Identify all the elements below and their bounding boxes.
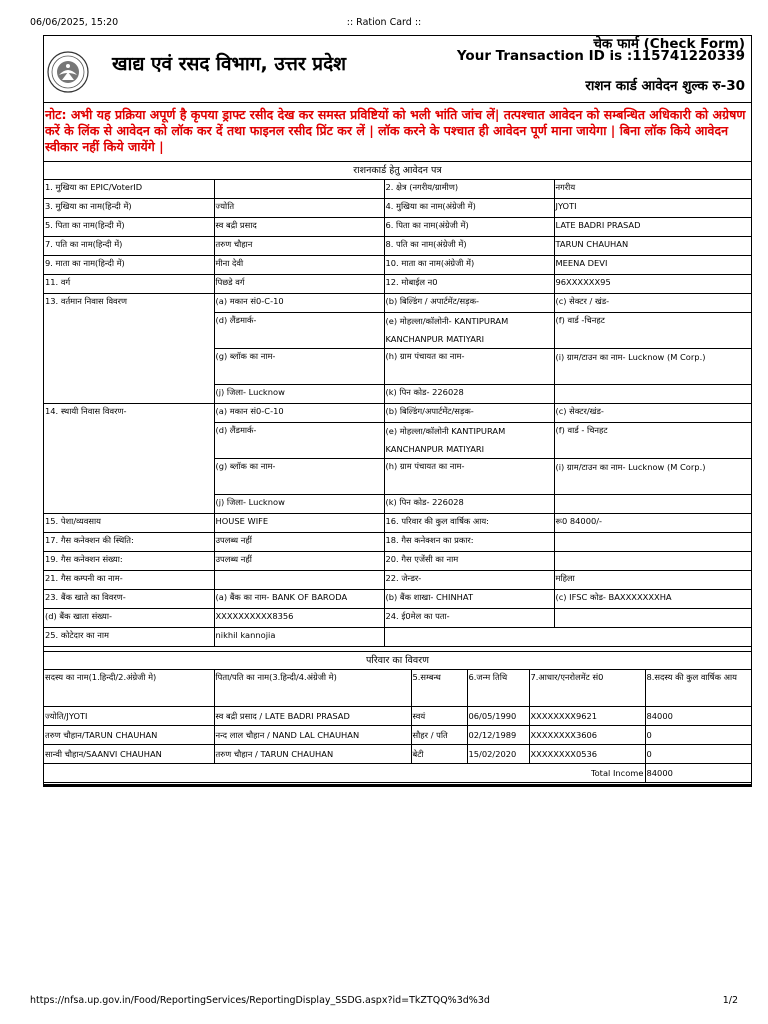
print-header bbox=[30, 17, 738, 29]
check-form-label: चेक फार्म (Check Form) bbox=[593, 36, 745, 52]
table-row: 17. गैस कनेक्शन की स्थिति: उपलब्ध नहीं 18. गैस कनेक्शन का प्रकार: bbox=[44, 533, 751, 552]
print-title: :: Ration Card :: bbox=[346, 17, 422, 28]
print-url: https://nfsa.up.gov.in/Food/ReportingServices/ReportingDisplay_SSDG.aspx?id=TkZTQQ%3d%3d bbox=[30, 995, 490, 1006]
current-residence-row: (g) ब्लॉक का नाम- (h) ग्राम पंचायत का नाम- (i) ग्राम/टाउन का नाम- Lucknow (M Corp.) bbox=[44, 349, 751, 385]
application-fee: राशन कार्ड आवेदन शुल्क रु-30 bbox=[585, 78, 745, 94]
family-header-row: सदस्य का नाम(1.हिन्दी/2.अंग्रेजी मे) पिता/पति का नाम(3.हिन्दी/4.अंग्रेजी मे) 5.सम्बन्ध 6.जन्म तिथि 7.आधार/एनरोलमेंट सं0 8.सदस्य की कुल वार्षिक आय bbox=[44, 670, 751, 707]
table-row: 11. वर्ग पिछडे वर्ग 12. मोबाईल न0 96XXXXXX95 bbox=[44, 275, 751, 294]
table-row: 15. पेशा/व्यवसाय HOUSE WIFE 16. परिवार की कुल वार्षिक आय: रू0 84000/- bbox=[44, 514, 751, 533]
bank-row: 23. बैंक खाते का विवरण- (a) बैंक का नाम- BANK OF BARODA (b) बैंक शाखा- CHINHAT (c) IFSC कोड- BAXXXXXXXHA bbox=[44, 590, 751, 609]
family-section-title: परिवार का विवरण bbox=[44, 652, 751, 670]
permanent-residence-label: 14. स्थायी निवास विवरण- bbox=[44, 404, 214, 514]
total-income-row bbox=[44, 764, 751, 783]
current-residence-label: 13. वर्तमान निवास विवरण bbox=[44, 294, 214, 404]
form-header bbox=[44, 36, 751, 103]
table-row: 5. पिता का नाम(हिन्दी में) स्व बद्री प्रसाद 6. पिता का नाम(अंग्रेजी में) LATE BADRI PRASAD bbox=[44, 218, 751, 237]
table-row: 21. गैस कम्पनी का नाम- 22. जेन्डर- महिला bbox=[44, 571, 751, 590]
permanent-residence-row: (j) जिला- Lucknow (k) पिन कोड- 226028 bbox=[44, 495, 751, 514]
permanent-residence-row: 14. स्थायी निवास विवरण- (a) मकान सं0-C-10 (b) बिल्डिंग/अपार्टमेंट/सड़क- (c) सेक्टर/खंड- bbox=[44, 404, 751, 423]
permanent-residence-row: (g) ब्लॉक का नाम- (h) ग्राम पंचायत का नाम- (i) ग्राम/टाउन का नाम- Lucknow (M Corp.) bbox=[44, 459, 751, 495]
up-emblem-icon bbox=[47, 51, 89, 93]
total-income-value: 84000 bbox=[645, 764, 751, 783]
total-income-label: Total Income bbox=[44, 764, 645, 783]
warning-note: नोट: अभी यह प्रक्रिया अपूर्ण है कृपया ड्राफ्ट रसीद देख कर समस्त प्रविष्टियों को भली भांति जांच लें| तत्पश्चात आवेदन को सम्बन्धित अधिकारी को अग्रेषण करें के लिंक से आवेदन को लॉक कर दें तथा फाइनल रसीद प्रिंट कर लें | लॉक करने के पश्चात ही आवेदन पूर्ण माना जायेगा | बिना लॉक किये आवेदन स्वीकार नहीं किये जायेंगे | bbox=[44, 103, 751, 162]
dealer-row: 25. कोटेदार का नाम nikhil kannojia bbox=[44, 628, 751, 647]
family-table bbox=[44, 651, 751, 783]
page-number: 1/2 bbox=[722, 995, 738, 1006]
table-row: 1. मुखिया का EPIC/VoterID 2. क्षेत्र (नगरीय/ग्रामीण) नगरीय bbox=[44, 180, 751, 199]
table-row: 7. पति का नाम(हिन्दी में) तरुण चौहान 8. पति का नाम(अंग्रेजी में) TARUN CHAUHAN bbox=[44, 237, 751, 256]
family-row: तरुण चौहान/TARUN CHAUHAN नन्द लाल चौहान / NAND LAL CHAUHAN सौहर / पति 02/12/1989 XXXXXXXX3606 0 bbox=[44, 726, 751, 745]
current-residence-row: 13. वर्तमान निवास विवरण (a) मकान सं0-C-10 (b) बिल्डिंग / अपार्टमेंट/सड़क- (c) सेक्टर / खंड- bbox=[44, 294, 751, 313]
print-footer bbox=[30, 995, 738, 1007]
department-title: खाद्य एवं रसद विभाग, उत्तर प्रदेश bbox=[112, 53, 347, 75]
table-row: 19. गैस कनेक्शन संख्या: उपलब्ध नहीं 20. गैस एजेंसी का नाम bbox=[44, 552, 751, 571]
check-form bbox=[43, 35, 752, 787]
family-row: सान्वी चौहान/SAANVI CHAUHAN तरुण चौहान / TARUN CHAUHAN बेटी 15/02/2020 XXXXXXXX0536 0 bbox=[44, 745, 751, 764]
current-residence-row: (j) जिला- Lucknow (k) पिन कोड- 226028 bbox=[44, 385, 751, 404]
bank-row: (d) बैंक खाता संख्या- XXXXXXXXXX8356 24. ई0मेल का पता- bbox=[44, 609, 751, 628]
current-residence-row: (d) लैंडमार्क- (e) मोहल्ला/कॉलोनी- KANTIPURAM KANCHANPUR MATIYARI (f) वार्ड -चिनहट bbox=[44, 313, 751, 349]
section-title: राशनकार्ड हेतु आवेदन पत्र bbox=[44, 162, 751, 180]
print-datetime: 06/06/2025, 15:20 bbox=[30, 17, 119, 28]
family-row: ज्योति/JYOTI स्व बद्री प्रसाद / LATE BADRI PRASAD स्वयं 06/05/1990 XXXXXXXX9621 84000 bbox=[44, 707, 751, 726]
table-row: 9. माता का नाम(हिन्दी में) मीना देवी 10. माता का नाम(अंग्रेजी में) MEENA DEVI bbox=[44, 256, 751, 275]
application-table bbox=[44, 162, 751, 647]
table-row: 3. मुखिया का नाम(हिन्दी में) ज्योति 4. मुखिया का नाम(अंग्रेजी में) JYOTI bbox=[44, 199, 751, 218]
permanent-residence-row: (d) लैंडमार्क- (e) मोहल्ला/कॉलोनी KANTIPURAM KANCHANPUR MATIYARI (f) वार्ड - चिनहट bbox=[44, 423, 751, 459]
transaction-id: Your Transaction ID is :115741220339 bbox=[456, 48, 745, 64]
